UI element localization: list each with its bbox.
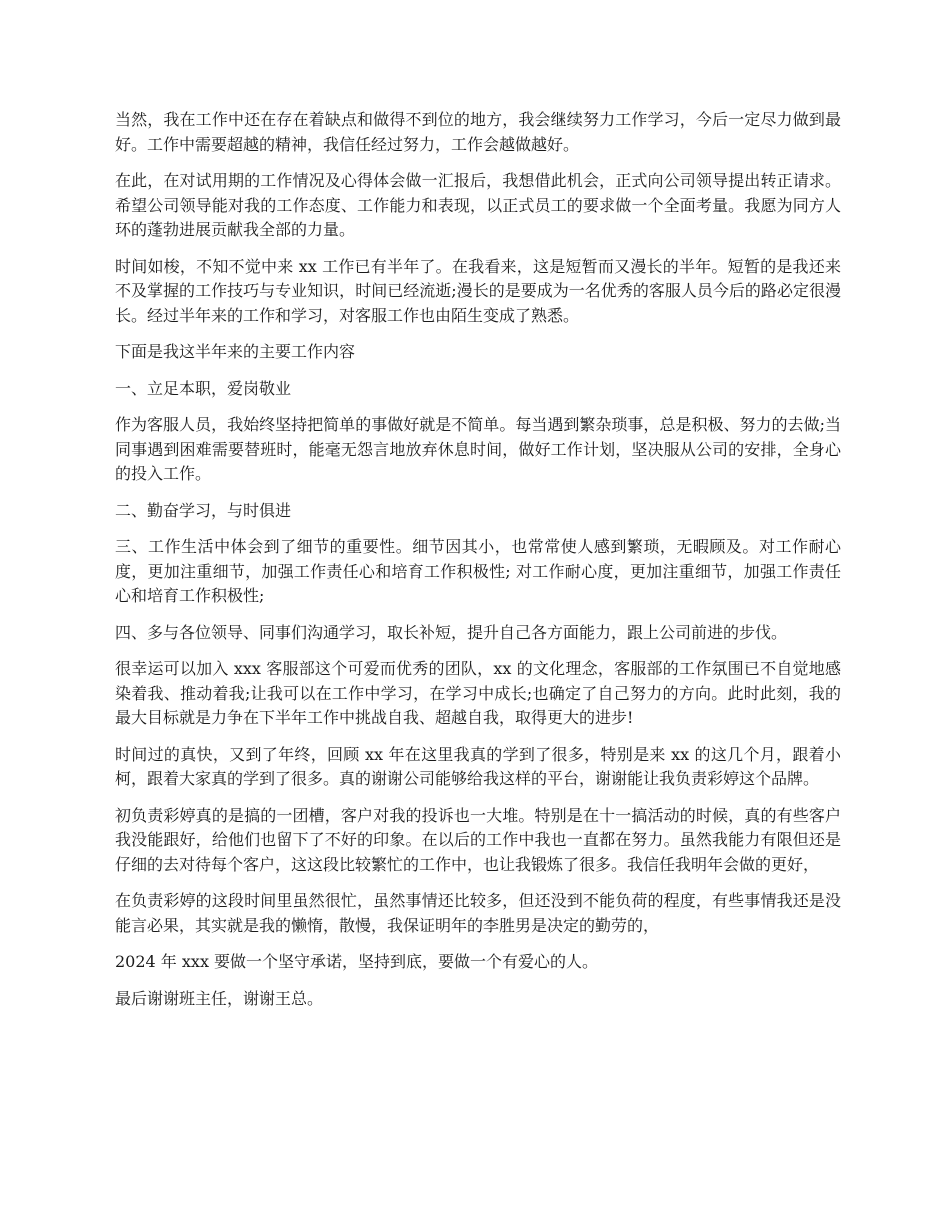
paragraph: 在此，在对试用期的工作情况及心得体会做一汇报后，我想借此机会，正式向公司领导提出转正请求。希望公司领导能对我的工作态度、工作能力和表现，以正式员工的要求做一个全面考量。我愿为同方人环的蓬勃进展贡献我全部的力量。 — [115, 171, 841, 239]
document-body — [115, 108, 841, 1023]
paragraph: 三、工作生活中体会到了细节的重要性。细节因其小，也常常使人感到繁琐，无暇顾及。对工作耐心度，更加注重细节，加强工作责任心和培育工作积极性; 对工作耐心度，更加注重细节，加强工作责任心和培育工作积极性; — [115, 537, 841, 605]
paragraph: 在负责彩婷的这段时间里虽然很忙，虽然事情还比较多，但还没到不能负荷的程度，有些事情我还是没能言必果，其实就是我的懒惰，散慢，我保证明年的李胜男是决定的勤劳的， — [115, 891, 841, 935]
paragraph: 时间如梭，不知不觉中来 xx 工作已有半年了。在我看来，这是短暂而又漫长的半年。短暂的是我还来不及掌握的工作技巧与专业知识，时间已经流逝;漫长的是要成为一名优秀的客服人员今后的路必定很漫长。经过半年来的工作和学习，对客服工作也由陌生变成了熟悉。 — [115, 256, 841, 325]
section-heading: 一、立足本职，爱岗敬业 — [115, 378, 292, 398]
paragraph: 时间过的真快，又到了年终，回顾 xx 年在这里我真的学到了很多，特别是来 xx 的这几个月，跟着小柯，跟着大家真的学到了很多。真的谢谢公司能够给我这样的平台，谢谢能让我负责彩婷这个品牌。 — [115, 744, 841, 788]
paragraph: 2024 年 xxx 要做一个坚守承诺，坚持到底，要做一个有爱心的人。 — [115, 952, 599, 971]
paragraph: 初负责彩婷真的是搞的一团槽，客户对我的投诉也一大堆。特别是在十一搞活动的时候，真的有些客户我没能跟好，给他们也留下了不好的印象。在以后的工作中我也一直都在努力。虽然我能力有限但还是仔细的去对待每个客户，这这段比较繁忙的工作中，也让我锻炼了很多。我信任我明年会做的更好， — [115, 805, 841, 874]
paragraph: 四、多与各位领导、同事们沟通学习，取长补短，提升自己各方面能力，跟上公司前进的步伐。 — [115, 622, 788, 642]
section-heading: 二、勤奋学习，与时俱进 — [115, 500, 292, 520]
closing-line: 最后谢谢班主任，谢谢王总。 — [115, 988, 324, 1008]
paragraph: 很幸运可以加入 xxx 客服部这个可爱而优秀的团队，xx 的文化理念，客服部的工作氛围已不自觉地感染着我、推动着我;让我可以在工作中学习，在学习中成长;也确定了自己努力的方向。此时此刻，我的最大目标就是力争在下半年工作中挑战自我、超越自我，取得更大的进步! — [115, 659, 841, 727]
paragraph: 下面是我这半年来的主要工作内容 — [115, 342, 356, 361]
paragraph: 当然，我在工作中还在存在着缺点和做得不到位的地方，我会继续努力工作学习，今后一定尽力做到最好。工作中需要超越的精神，我信任经过努力，工作会越做越好。 — [115, 110, 841, 154]
paragraph: 作为客服人员，我始终坚持把简单的事做好就是不简单。每当遇到繁杂琐事，总是积极、努力的去做;当同事遇到困难需要替班时，能毫无怨言地放弃休息时间，做好工作计划，坚决服从公司的安排，全身心的投入工作。 — [115, 415, 841, 483]
